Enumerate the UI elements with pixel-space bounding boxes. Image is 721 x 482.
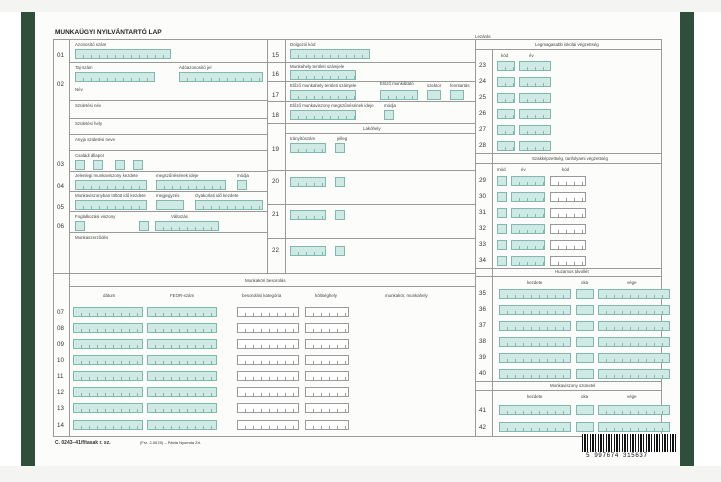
row-num-32: 32: [479, 225, 486, 232]
csaladi-box-4[interactable]: [133, 160, 143, 170]
elozo-munkaltato-field[interactable]: [380, 90, 418, 100]
huzamos-38-vege[interactable]: [598, 337, 670, 347]
munkakor-10-koltseghely[interactable]: [305, 355, 349, 365]
barcode: [582, 434, 677, 452]
lakohely-20-jelleg[interactable]: [335, 177, 345, 187]
munkakor-13-datum[interactable]: [73, 403, 143, 413]
munkakor-12-koltseghely[interactable]: [305, 387, 349, 397]
fenntartas-label: fenntartás: [450, 83, 470, 88]
elozo-munkaltato-label: Előző munkáltató: [380, 81, 414, 86]
row-num-25: 25: [479, 94, 486, 101]
gyakorlat-label: Gyakorlati idő kezdete: [195, 193, 239, 198]
szak-33-kod[interactable]: [550, 240, 586, 250]
lakohely-22-jelleg[interactable]: [335, 246, 345, 256]
row-num-31: 31: [479, 209, 486, 216]
row-divider: [69, 232, 267, 233]
adoazonosito-field[interactable]: [179, 72, 263, 82]
huzamos-37-oka[interactable]: [576, 321, 594, 331]
row-num-17: 17: [272, 92, 279, 99]
form-code: C. 0243–41/f/tasak r. sz.: [55, 440, 111, 446]
iskola-26-ev[interactable]: [519, 109, 551, 119]
iskola-28-ev[interactable]: [519, 141, 551, 151]
row-num-21: 21: [272, 211, 279, 218]
szak-ev: év: [521, 167, 526, 172]
munkakor-07-datum[interactable]: [73, 307, 143, 317]
legmagasabb-title: Legmagasabb iskolai végzettség: [535, 42, 599, 47]
row-divider: [267, 238, 475, 239]
szak-31-kod[interactable]: [550, 208, 586, 218]
huzamos-40-vege[interactable]: [598, 369, 670, 379]
munkakor-12-datum[interactable]: [73, 387, 143, 397]
row-num-36: 36: [479, 306, 486, 313]
lakohely-20-irsz[interactable]: [290, 177, 326, 187]
szunetel-42-kezdete[interactable]: [499, 422, 571, 432]
lakohely-19-irsz[interactable]: [290, 143, 326, 153]
munkakor-09-besorolasi[interactable]: [237, 339, 299, 349]
munkakor-11-datum[interactable]: [73, 371, 143, 381]
szakkepzettseg-title: Szakképzettség, tanfolyami végzettség: [532, 156, 608, 161]
legmagasabb-kod: kód: [501, 53, 509, 58]
szak-29-ev[interactable]: [511, 176, 545, 186]
divider-munkakori: [53, 273, 475, 274]
munkakor-14-datum[interactable]: [73, 420, 143, 430]
frame-top: [53, 39, 661, 40]
row-divider: [69, 100, 267, 101]
folder-spine-right: [680, 12, 694, 466]
szak-29-kod[interactable]: [550, 176, 586, 186]
huzamos-vege: vége: [627, 280, 637, 285]
szektor-label: szektor: [427, 83, 442, 88]
munkakor-11-besorolasi[interactable]: [237, 371, 299, 381]
iskola-28-kod[interactable]: [497, 141, 515, 151]
szak-34-kod[interactable]: [550, 256, 586, 266]
szak-29-mod[interactable]: [497, 176, 507, 186]
row-num-19: 19: [272, 146, 279, 153]
huzamos-39-oka[interactable]: [576, 353, 594, 363]
row-divider: [475, 163, 661, 164]
megszunes-label: megszűnésének ideje: [156, 173, 199, 178]
row-num-35: 35: [479, 290, 486, 297]
huzamos-kezdete: kezdete: [527, 280, 543, 285]
dolgozoi-label: Dolgozói kód: [290, 42, 316, 47]
munkahely-teruleti-field[interactable]: [290, 70, 356, 80]
row-num-37: 37: [479, 322, 486, 329]
azonosito-label: Azonosító szám: [75, 42, 107, 47]
iskola-27-ev[interactable]: [519, 125, 551, 135]
row-divider: [267, 204, 475, 205]
munkakor-07-koltseghely[interactable]: [305, 307, 349, 317]
divider-rownum-right: [492, 49, 493, 437]
adoazonosito-label: Adóazonosító jel: [179, 65, 212, 70]
szak-33-mod[interactable]: [497, 240, 507, 250]
taj-field[interactable]: [75, 72, 155, 82]
elozo-megszunes-field[interactable]: [290, 110, 356, 120]
frame-bottom: [53, 436, 661, 437]
munkakor-09-feor[interactable]: [147, 339, 217, 349]
row-num-10: 10: [57, 357, 64, 364]
barcode-number: 5 997674 315637: [586, 452, 648, 459]
iskola-25-kod[interactable]: [497, 93, 515, 103]
lezaras-label: Lezárás: [475, 34, 491, 39]
row-num-40: 40: [479, 370, 486, 377]
row-num-01: 01: [57, 52, 64, 59]
azonosito-field[interactable]: [75, 49, 171, 59]
valtozas-field[interactable]: [155, 221, 219, 231]
valtozas-label: Változás: [171, 214, 188, 219]
modja-field[interactable]: [237, 180, 247, 190]
row-num-16: 16: [272, 71, 279, 78]
elozo-modja-field[interactable]: [384, 110, 394, 120]
gyakorlat-field[interactable]: [195, 200, 263, 210]
munkakor-13-feor[interactable]: [147, 403, 217, 413]
lakohely-22-irsz[interactable]: [290, 246, 326, 256]
szak-32-ev[interactable]: [511, 224, 545, 234]
col-munkakor: munkakör, munkahely: [385, 293, 428, 298]
lakohely-19-jelleg[interactable]: [335, 143, 345, 153]
szak-mod: mód: [497, 167, 506, 172]
row-divider: [69, 134, 267, 135]
row-divider: [69, 171, 267, 172]
iskola-24-kod[interactable]: [497, 77, 515, 87]
row-divider: [69, 286, 475, 287]
foglalkozasi-extra[interactable]: [139, 221, 149, 231]
elozo-teruleti-label: Előző munkahely területi számjele: [290, 83, 357, 88]
munkakor-10-datum[interactable]: [73, 355, 143, 365]
munkakor-13-besorolasi[interactable]: [237, 403, 299, 413]
munkakor-14-besorolasi[interactable]: [237, 420, 299, 430]
munkakor-08-koltseghely[interactable]: [305, 323, 349, 333]
munkakor-07-feor[interactable]: [147, 307, 217, 317]
row-divider: [267, 62, 475, 63]
munkakor-08-datum[interactable]: [73, 323, 143, 333]
row-num-08: 08: [57, 325, 64, 332]
huzamos-36-kezdete[interactable]: [499, 305, 571, 315]
munkakor-09-koltseghely[interactable]: [305, 339, 349, 349]
row-num-33: 33: [479, 241, 486, 248]
szunetel-vege: vége: [627, 394, 637, 399]
megszunes-field[interactable]: [156, 180, 226, 190]
munkatorveny-label: Munkaviszonyban töltött idő kezdete: [75, 193, 146, 198]
row-num-06: 06: [57, 223, 64, 230]
munkaszerzodes-label: Munkaszerződés: [75, 235, 109, 240]
row-num-11: 11: [57, 373, 64, 380]
divider-rownum: [69, 39, 70, 436]
row-num-41: 41: [479, 407, 486, 414]
huzamos-36-vege[interactable]: [598, 305, 670, 315]
row-num-30: 30: [479, 193, 486, 200]
huzamos-35-oka[interactable]: [576, 289, 594, 299]
legmagasabb-ev: év: [529, 53, 534, 58]
szak-31-mod[interactable]: [497, 208, 507, 218]
huzamos-40-oka[interactable]: [576, 369, 594, 379]
row-divider: [69, 211, 267, 212]
foglalkozasi-field[interactable]: [75, 221, 85, 231]
szak-34-ev[interactable]: [511, 256, 545, 266]
huzamos-39-vege[interactable]: [598, 353, 670, 363]
elozo-megszunes-label: Előző munkaviszony megszűnésének ideje: [290, 103, 374, 108]
row-num-04: 04: [57, 183, 64, 190]
row-divider: [69, 62, 267, 63]
szak-31-ev[interactable]: [511, 208, 545, 218]
row-num-03: 03: [57, 161, 64, 168]
munkakor-10-besorolasi[interactable]: [237, 355, 299, 365]
munkakor-14-koltseghely[interactable]: [305, 420, 349, 430]
col-koltseghely: költséghely: [315, 293, 337, 298]
lakohely-21-irsz[interactable]: [290, 210, 326, 220]
szuletesi-hely-label: Születési hely: [75, 121, 103, 126]
col-datum: dátum: [103, 293, 116, 298]
row-num-26: 26: [479, 110, 486, 117]
szak-30-ev[interactable]: [511, 192, 545, 202]
row-divider: [69, 118, 267, 119]
printer-info: (Frz. 2-0678) – Pátria Nyomda Zrt.: [140, 440, 202, 445]
taj-label: Taj-szám: [75, 65, 93, 70]
munkakor-08-besorolasi[interactable]: [237, 323, 299, 333]
background-bottom: [0, 466, 721, 482]
row-divider: [475, 276, 661, 277]
munkakor-11-koltseghely[interactable]: [305, 371, 349, 381]
row-divider: [475, 381, 661, 382]
szunetel-41-kezdete[interactable]: [499, 405, 571, 415]
szuletesi-nev-label: Születési név: [75, 103, 102, 108]
munkakor-08-feor[interactable]: [147, 323, 217, 333]
munkakor-13-koltseghely[interactable]: [305, 403, 349, 413]
csaladi-box-1[interactable]: [75, 160, 85, 170]
row-num-02: 02: [57, 81, 64, 88]
row-divider: [267, 123, 475, 124]
iskola-23-ev[interactable]: [519, 61, 551, 71]
row-divider: [475, 49, 661, 50]
row-divider: [267, 101, 475, 102]
divider-col3: [475, 39, 476, 436]
szak-33-ev[interactable]: [511, 240, 545, 250]
jelenlegi-field[interactable]: [75, 180, 147, 190]
row-num-38: 38: [479, 338, 486, 345]
nev-label: Név: [75, 87, 83, 92]
szunetel-42-oka[interactable]: [576, 422, 594, 432]
lakohely-title: Lakóhely: [363, 126, 381, 131]
row-divider: [475, 390, 661, 391]
szunetel-oka: oka: [581, 394, 589, 399]
huzamos-38-oka[interactable]: [576, 337, 594, 347]
modja-label: módja: [237, 173, 249, 178]
fenntartas-field[interactable]: [450, 90, 464, 100]
background-top: [0, 0, 721, 12]
jelenlegi-label: Jelenlegi munkaviszony kezdete: [75, 173, 138, 178]
csaladi-allapot-label: Családi állapot: [75, 153, 104, 158]
szak-34-mod[interactable]: [497, 256, 507, 266]
col-besorolasi: besorolási kategória: [242, 293, 282, 298]
huzamos-38-kezdete[interactable]: [499, 337, 571, 347]
row-num-24: 24: [479, 78, 486, 85]
elozo-modja-label: módja: [384, 103, 396, 108]
munkakor-11-feor[interactable]: [147, 371, 217, 381]
row-num-12: 12: [57, 389, 64, 396]
szak-kod: kód: [562, 167, 570, 172]
szunetel-kezdete: kezdete: [527, 394, 543, 399]
szak-32-kod[interactable]: [550, 224, 586, 234]
row-num-27: 27: [479, 126, 486, 133]
munkakor-07-besorolasi[interactable]: [237, 307, 299, 317]
huzamos-oka: oka: [581, 280, 589, 285]
szektor-field[interactable]: [427, 90, 441, 100]
elozo-teruleti-field[interactable]: [290, 90, 356, 100]
munkakor-09-datum[interactable]: [73, 339, 143, 349]
csaladi-box-3[interactable]: [115, 160, 125, 170]
huzamos-39-kezdete[interactable]: [499, 353, 571, 363]
megjegyzes-field[interactable]: [156, 200, 184, 210]
megjegyzes-label: megjegyzés: [156, 193, 180, 198]
jelleg-col-label: jelleg: [337, 136, 348, 141]
row-divider: [69, 150, 267, 151]
row-num-20: 20: [272, 178, 279, 185]
munkakor-12-besorolasi[interactable]: [237, 387, 299, 397]
row-num-18: 18: [272, 112, 279, 119]
form-title: MUNKAÜGYI NYILVÁNTARTÓ LAP: [55, 29, 162, 36]
munkatorveny-field[interactable]: [75, 200, 147, 210]
iskola-26-kod[interactable]: [497, 109, 515, 119]
foglalkozasi-label: Foglalkozási viszony: [75, 214, 116, 219]
iskola-27-kod[interactable]: [497, 125, 515, 135]
row-num-09: 09: [57, 341, 64, 348]
row-num-39: 39: [479, 354, 486, 361]
row-divider: [285, 133, 475, 134]
row-num-07: 07: [57, 309, 64, 316]
huzamos-37-kezdete[interactable]: [499, 321, 571, 331]
row-num-23: 23: [479, 62, 486, 69]
szak-30-kod[interactable]: [550, 192, 586, 202]
row-num-22: 22: [272, 247, 279, 254]
munkakor-14-feor[interactable]: [147, 420, 217, 430]
anyja-neve-label: Anyja születési neve: [75, 137, 116, 142]
munkahely-teruleti-label: Munkahely területi számjele: [290, 64, 345, 69]
row-num-14: 14: [57, 422, 64, 429]
dolgozoi-field[interactable]: [290, 49, 370, 59]
col-feor: FEOR-szám: [170, 293, 195, 298]
row-num-29: 29: [479, 177, 486, 184]
iskola-23-kod[interactable]: [497, 61, 515, 71]
munkakor-12-feor[interactable]: [147, 387, 217, 397]
huzamos-title: Huzamos távollét: [555, 269, 589, 274]
huzamos-35-vege[interactable]: [598, 289, 670, 299]
frame-left: [53, 39, 54, 436]
row-num-13: 13: [57, 405, 64, 412]
form-page: [35, 12, 680, 466]
huzamos-35-kezdete[interactable]: [499, 289, 571, 299]
huzamos-36-oka[interactable]: [576, 305, 594, 315]
munkakori-title: Munkaköri besorolás: [245, 278, 286, 283]
szunetel-title: Munkaviszony szünetel: [550, 383, 596, 388]
row-divider: [475, 153, 661, 154]
huzamos-40-kezdete[interactable]: [499, 369, 571, 379]
row-num-05: 05: [57, 204, 64, 211]
csaladi-box-2[interactable]: [93, 160, 103, 170]
row-num-34: 34: [479, 257, 486, 264]
szunetel-41-oka[interactable]: [576, 405, 594, 415]
szunetel-41-vege[interactable]: [598, 405, 670, 415]
szunetel-42-vege[interactable]: [598, 422, 670, 432]
irsz-col-label: Irányítószám: [290, 136, 316, 141]
szak-32-mod[interactable]: [497, 224, 507, 234]
row-divider: [69, 191, 267, 192]
huzamos-37-vege[interactable]: [598, 321, 670, 331]
row-num-15: 15: [272, 52, 279, 59]
iskola-25-ev[interactable]: [519, 93, 551, 103]
row-num-28: 28: [479, 142, 486, 149]
lakohely-21-jelleg[interactable]: [335, 210, 345, 220]
row-divider: [267, 81, 475, 82]
szak-30-mod[interactable]: [497, 192, 507, 202]
munkakor-10-feor[interactable]: [147, 355, 217, 365]
row-divider: [267, 170, 475, 171]
folder-spine-left: [21, 12, 35, 466]
row-num-42: 42: [479, 424, 486, 431]
iskola-24-ev[interactable]: [519, 77, 551, 87]
